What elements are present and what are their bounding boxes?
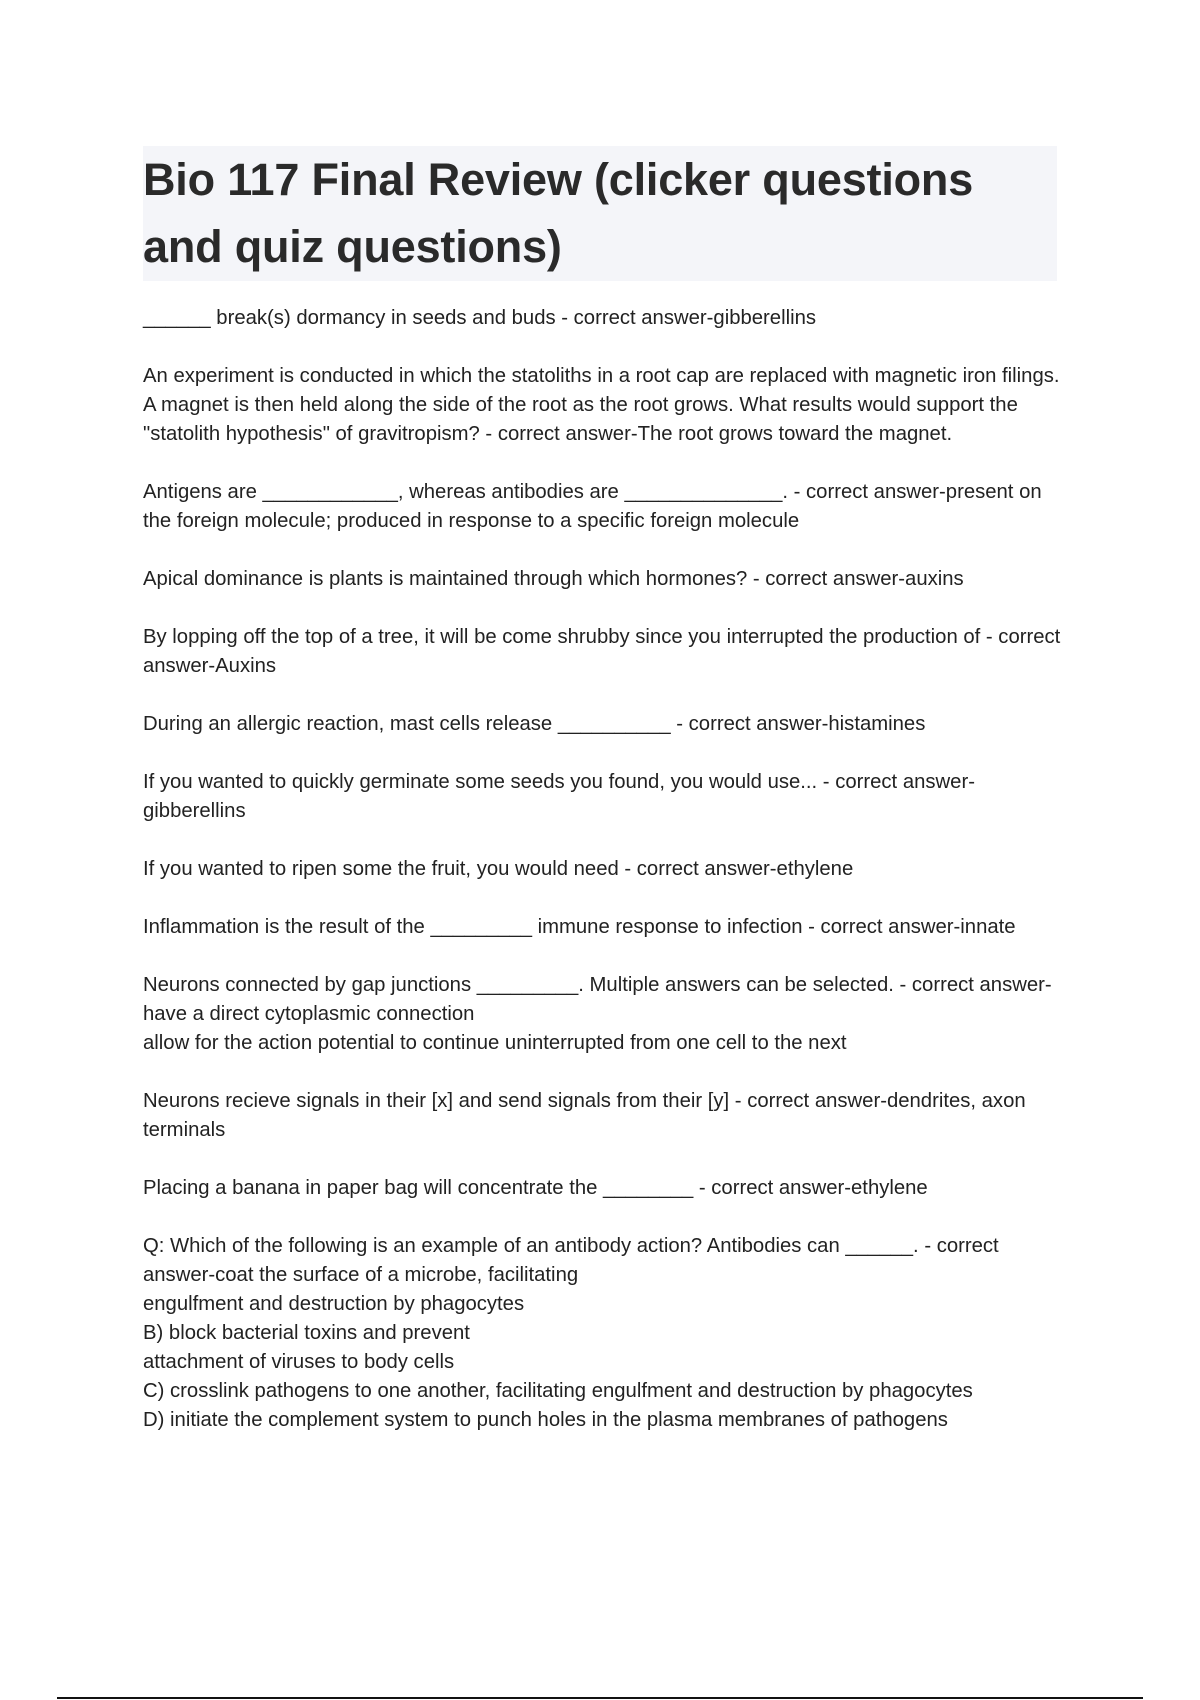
qa-item: Apical dominance is plants is maintained through which hormones? - correct answer-auxins [143,568,964,590]
qa-list [143,304,1073,1464]
qa-item: During an allergic reaction, mast cells release __________ - correct answer-histamines [143,713,926,735]
page-title: Bio 117 Final Review (clicker questions and quiz questions) [143,154,974,272]
qa-item: By lopping off the top of a tree, it will be come shrubby since you interrupted the production of - correct answer-Auxins [143,626,1061,677]
qa-item: If you wanted to ripen some the fruit, you would need - correct answer-ethylene [143,858,854,880]
title-banner [143,146,1057,281]
qa-item: An experiment is conducted in which the statoliths in a root cap are replaced with magnetic iron filings. A magnet is then held along the side of the root as the root grows. What results would support the "statolith hypothesis" of gravitropism? - correct answer-The root grows toward the magnet. [143,365,1060,445]
qa-item: Antigens are ____________, whereas antibodies are ______________. - correct answer-present on the foreign molecule; produced in response to a specific foreign molecule [143,481,1042,532]
qa-item: Neurons recieve signals in their [x] and send signals from their [y] - correct answer-dendrites, axon terminals [143,1090,1026,1141]
qa-item: Placing a banana in paper bag will concentrate the ________ - correct answer-ethylene [143,1177,928,1199]
qa-item: ______ break(s) dormancy in seeds and buds - correct answer-gibberellins [143,307,817,329]
qa-item: Q: Which of the following is an example of an antibody action? Antibodies can ______. - correct answer-coat the surface of a microbe, facilitating engulfment and destruction by phagocytes B) block bacterial toxins and prevent attachment of viruses to body cells C) crosslink pathogens to one another, facilitating engulfment and destruction by phagocytes D) initiate the complement system to punch holes in the plasma membranes of pathogens [143,1235,999,1431]
page-bottom-divider [57,1697,1143,1699]
qa-item: Inflammation is the result of the _________ immune response to infection - correct answer-innate [143,916,1016,938]
qa-item: If you wanted to quickly germinate some seeds you found, you would use... - correct answer-gibberellins [143,771,975,822]
qa-item: Neurons connected by gap junctions _________. Multiple answers can be selected. - correct answer-have a direct cytoplasmic connection allow for the action potential to continue uninterrupted from one cell to the next [143,974,1052,1054]
